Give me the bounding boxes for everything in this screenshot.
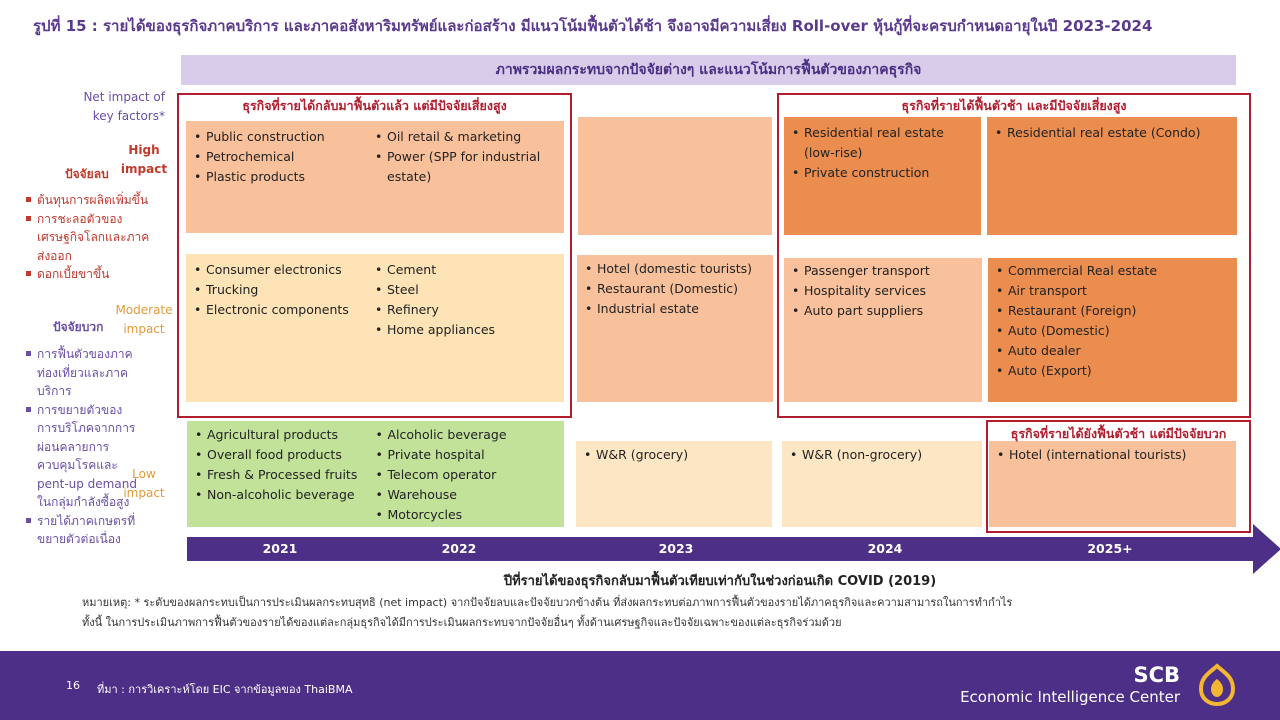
sector-item: • Hospitality services [792, 281, 974, 301]
positive-factors-title: ปัจจัยบวก [53, 320, 104, 334]
sector-item: • Alcoholic beverage [376, 425, 557, 445]
cell-high-2023 [578, 117, 772, 235]
sector-item: • Petrochemical [194, 147, 375, 167]
sector-item: • Residential real estate (Condo) [995, 123, 1229, 143]
sector-item: • Residential real estate (low-rise) [792, 123, 973, 163]
cell-low-2021-2022 [187, 421, 564, 527]
negative-factors-title: ปัจจัยลบ [65, 167, 109, 181]
footnote-line: ทั้งนี้ ในการประเมินภาพการฟื้นตัวของรายได้ของแต่ละกลุ่มธุรกิจได้มีการประเมินผลกระทบจากปัจจัยอื่นๆ ทั้งด้านเศรษฐกิจและปัจจัยเฉพาะของแต่ละธุรกิจร่วมด้วย [82, 616, 842, 629]
sector-item: • Warehouse [376, 485, 557, 505]
sector-item: • Public construction [194, 127, 375, 147]
sector-item: • Hotel (international tourists) [997, 445, 1228, 465]
footer [0, 651, 1280, 720]
brand [960, 663, 1180, 707]
section-banner: ภาพรวมผลกระทบจากปัจจัยต่างๆ และแนวโน้มการฟื้นตัวของภาคธุรกิจ [181, 55, 1236, 85]
sector-item: • Telecom operator [376, 465, 557, 485]
frame-slow-high-risk-label: ธุรกิจที่รายได้ฟื้นตัวช้า และมีปัจจัยเสี่ยงสูง [901, 98, 1127, 113]
cell-low-2024 [782, 441, 982, 527]
year-label: 2021 [262, 541, 298, 556]
sector-item: • Oil retail & marketing [375, 127, 556, 147]
sector-item: • Steel [375, 280, 556, 300]
positive-factor-item: รายได้ภาคเกษตรที่ขยายตัวต่อเนื่อง [26, 512, 141, 549]
scb-logo-icon [1195, 663, 1239, 707]
positive-factor-item: การขยายตัวของการบริโภคจากการผ่อนคลายการควบคุมโรคและ pent-up demand ในกลุ่มกำลังซื้อสูง [26, 401, 141, 512]
year-label: 2023 [658, 541, 694, 556]
footnote [82, 593, 1182, 633]
sector-item: • W&R (grocery) [584, 445, 764, 465]
sector-item: • Industrial estate [585, 299, 765, 319]
sector-item: • Auto (Export) [996, 361, 1229, 381]
page-title: รูปที่ 15 : รายได้ของธุรกิจภาคบริการ และภาคอสังหาริมทรัพย์และก่อสร้าง มีแนวโน้มฟื้นตัวได้ช้า จึงอาจมีความเสี่ยง Roll-over หุ้นกู้ที่จะครบกำหนดอายุในปี 2023-2024 [33, 17, 1153, 35]
negative-factor-item: การชะลอตัวของเศรษฐกิจโลกและภาคส่งออก [26, 210, 151, 266]
footnote-line: หมายเหตุ: * ระดับของผลกระทบเป็นการประเมินผลกระทบสุทธิ (net impact) จากปัจจัยลบและปัจจัยบวกข้างต้น ที่ส่งผลกระทบต่อภาพการฟื้นตัวของรายได้ภาคธุรกิจและความสามารถในการทำกำไร [82, 596, 1013, 609]
sector-item: • Cement [375, 260, 556, 280]
sector-item: • Auto (Domestic) [996, 321, 1229, 341]
net-impact-label: Net impact of key factors* [83, 90, 165, 123]
high-impact-label: High impact [120, 143, 168, 176]
sector-item: • Fresh & Processed fruits [195, 465, 376, 485]
sector-item: • Restaurant (Domestic) [585, 279, 765, 299]
sector-item: • Overall food products [195, 445, 376, 465]
sector-item: • Refinery [375, 300, 556, 320]
sector-item: • Passenger transport [792, 261, 974, 281]
positive-factors-list [26, 345, 141, 549]
sector-item: • Power (SPP for industrial estate) [375, 147, 556, 187]
sector-item: • Home appliances [375, 320, 556, 340]
sector-item: • Motorcycles [376, 505, 557, 525]
negative-factors-list [26, 191, 151, 284]
frame-recovered-high-risk [177, 93, 572, 418]
positive-factor-item: การฟื้นตัวของภาคท่องเที่ยวและภาคบริการ [26, 345, 141, 401]
source-note: ที่มา : การวิเคราะห์โดย EIC จากข้อมูลของ ThaiBMA [97, 683, 353, 696]
page-number: 16 [66, 679, 80, 692]
cell-moderate-2023 [577, 255, 773, 402]
negative-factor-item: ต้นทุนการผลิตเพิ่มขึ้น [26, 191, 151, 210]
sector-item: • Private construction [792, 163, 973, 183]
sector-item: • Air transport [996, 281, 1229, 301]
low-impact-label: Low impact [123, 467, 165, 500]
arrow-head-icon [1253, 524, 1280, 574]
sector-item: • Agricultural products [195, 425, 376, 445]
sector-item: • Consumer electronics [194, 260, 375, 280]
sector-item: • Electronic components [194, 300, 375, 320]
sector-item: • Auto dealer [996, 341, 1229, 361]
sector-item: • W&R (non-grocery) [790, 445, 974, 465]
sector-item: • Trucking [194, 280, 375, 300]
sector-item: • Private hospital [376, 445, 557, 465]
cell-low-2023 [576, 441, 772, 527]
year-label: 2025+ [1087, 541, 1133, 556]
sector-item: • Plastic products [194, 167, 375, 187]
brand-subtitle: Economic Intelligence Center [960, 688, 1180, 706]
negative-factor-item: ดอกเบี้ยขาขึ้น [26, 265, 151, 284]
sector-item: • Non-alcoholic beverage [195, 485, 376, 505]
year-label: 2024 [867, 541, 903, 556]
frame-recovered-high-risk-label: ธุรกิจที่รายได้กลับมาฟื้นตัวแล้ว แต่มีปัจจัยเสี่ยงสูง [242, 98, 507, 113]
frame-slow-high-risk [777, 93, 1251, 418]
brand-name: SCB [1133, 663, 1180, 687]
sector-item: • Hotel (domestic tourists) [585, 259, 765, 279]
sector-item: • Restaurant (Foreign) [996, 301, 1229, 321]
axis-note: ปีที่รายได้ของธุรกิจกลับมาฟื้นตัวเทียบเท่ากับในช่วงก่อนเกิด COVID (2019) [503, 574, 937, 589]
moderate-impact-label: Moderate impact [115, 303, 173, 336]
sector-item: • Commercial Real estate [996, 261, 1229, 281]
year-label: 2022 [441, 541, 477, 556]
sector-item: • Auto part suppliers [792, 301, 974, 321]
frame-slow-positive-label: ธุรกิจที่รายได้ยังฟื้นตัวช้า แต่มีปัจจัยบวก [1010, 426, 1227, 441]
